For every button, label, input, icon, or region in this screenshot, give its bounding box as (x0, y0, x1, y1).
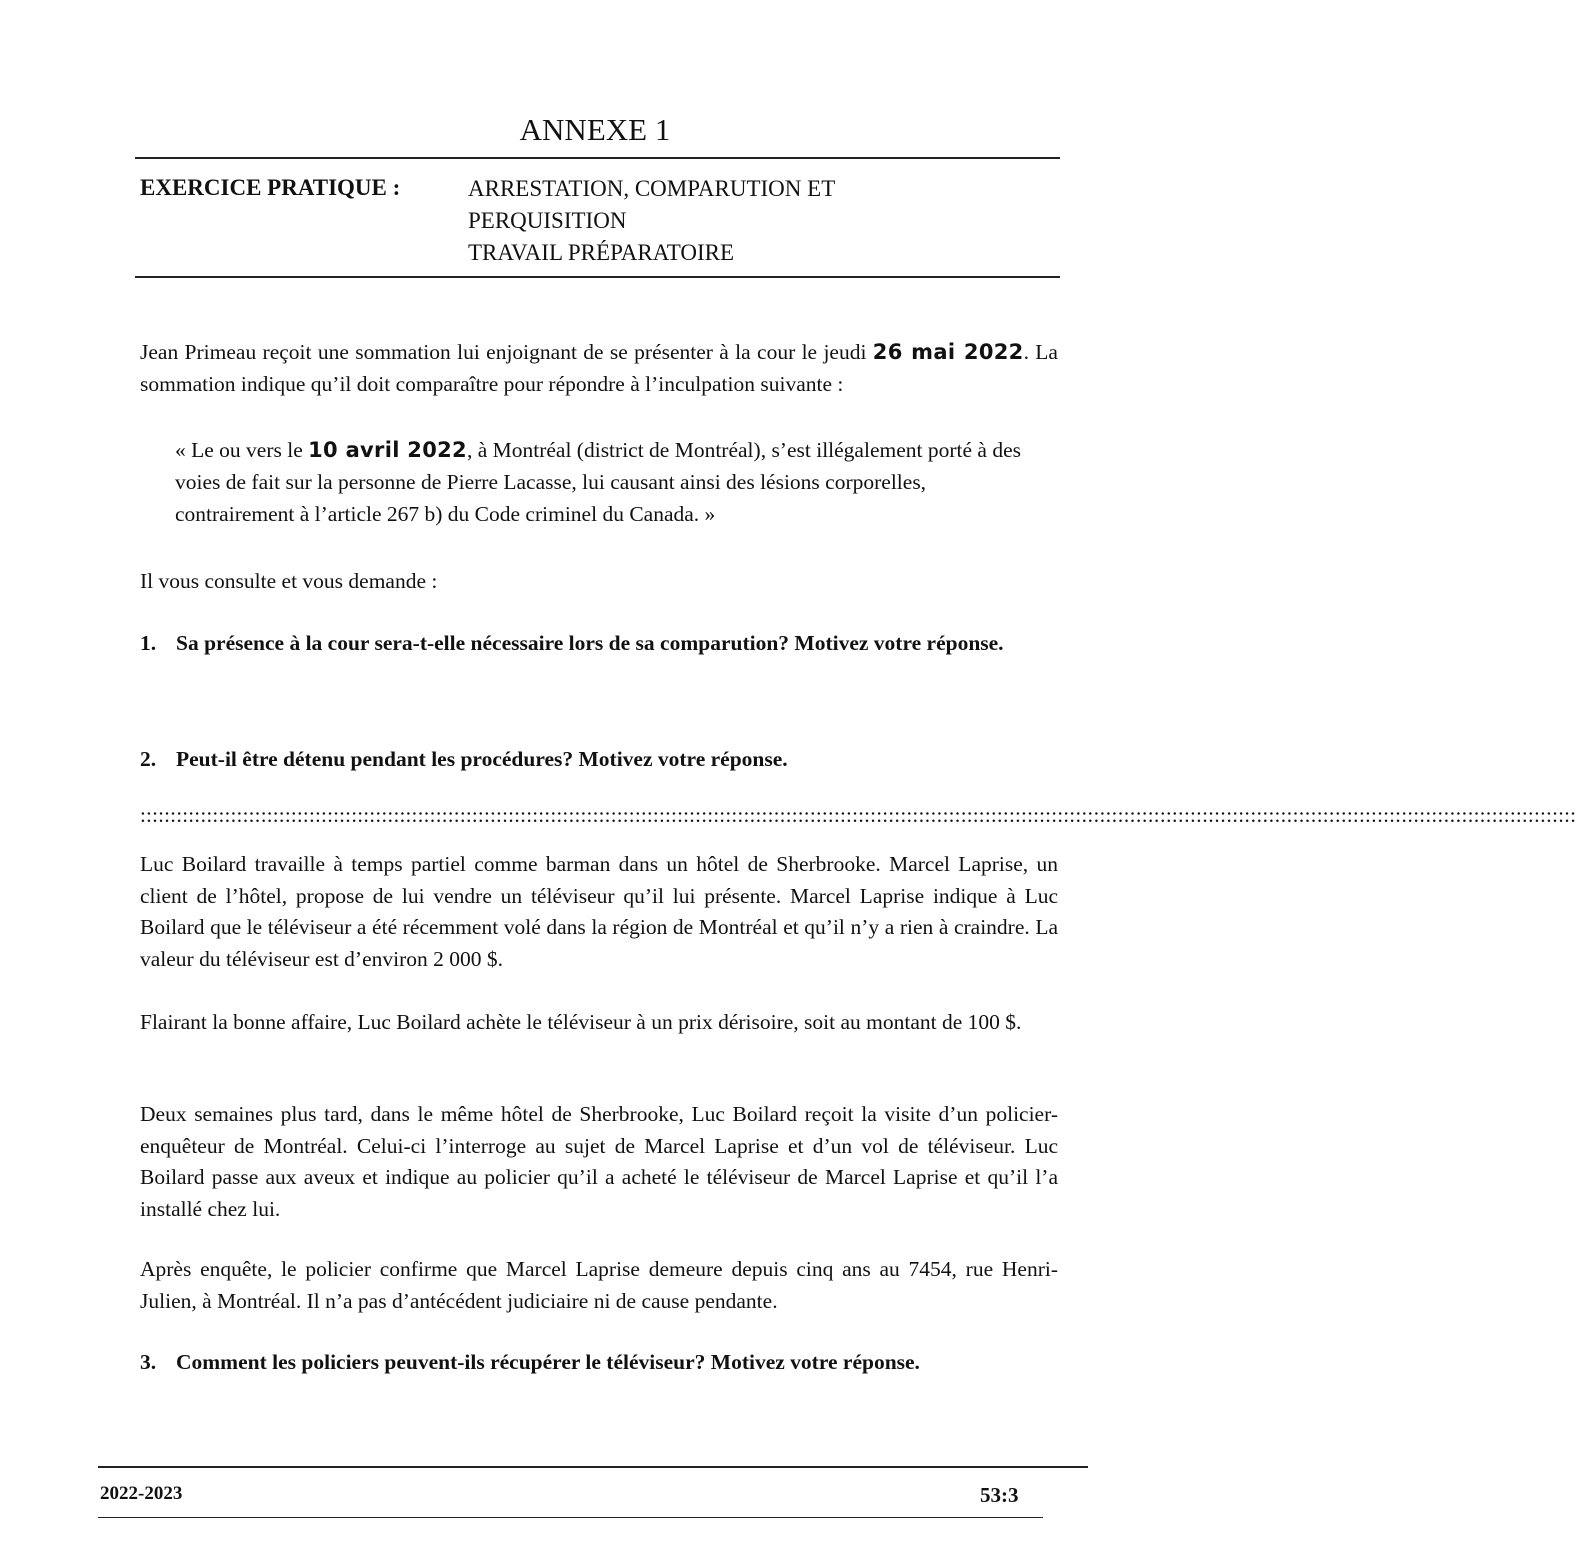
header-top-rule (135, 157, 1060, 159)
offence-date: 10 avril 2022 (308, 438, 467, 462)
question-3 (140, 1347, 1058, 1379)
question-text: Sa présence à la cour sera-t-elle nécessaire lors de sa comparution? Motivez votre réponse. (176, 631, 1004, 655)
intro-text: Jean Primeau reçoit une sommation lui enjoignant de se présenter à la cour le jeudi (140, 340, 873, 364)
question-number: 3. (140, 1350, 157, 1374)
question-1 (140, 628, 1058, 660)
footer-year: 2022-2023 (100, 1483, 183, 1504)
exercise-subject (468, 173, 835, 269)
footer-top-rule (98, 1466, 1088, 1468)
paragraph-3: Deux semaines plus tard, dans le même hôtel de Sherbrooke, Luc Boilard reçoit la visite d’un policier-enquêteur de Montréal. Celui-ci l’interroge au sujet de Marcel Laprise et d’un vol de téléviseur. Luc Boilard passe aux aveux et indique au policier qu’il a acheté le téléviseur de Marcel Laprise et qu’il l’a installé chez lui. (140, 1102, 1058, 1221)
paragraph-4: Après enquête, le policier confirme que Marcel Laprise demeure depuis cinq ans au 7454, rue Henri-Julien, à Montréal. Il n’a pas d’antécédent judiciaire ni de cause pendante. (140, 1257, 1058, 1313)
section-separator: :::::::::::::::::::::::::::::::::::::::::::::::::::::::::::::::::::::::::::::::::::::::::::::::::::::::::::::::::::::::::::::::::::::::::::::::::::::::::::::::::::::::::::::::::::::::::::::::::::::::::::::::::::::::::::::::::::::::::::::: (140, 803, 1576, 827)
paragraph-2: Flairant la bonne affaire, Luc Boilard achète le téléviseur à un prix dérisoire, soit au montant de 100 $. (140, 1010, 1022, 1034)
charge-quote (175, 434, 1025, 530)
header-bottom-rule (135, 276, 1060, 278)
exercise-label: EXERCICE PRATIQUE : (140, 175, 401, 200)
charge-text: , à Montréal (district de Montréal), s’est illégalement porté à des voies de fait sur la personne de Pierre Lacasse, lui causant ainsi des lésions corporelles, contrairement à l’article 267 b) du Code criminel du Canada. » (175, 438, 1021, 526)
question-number: 1. (140, 631, 157, 655)
consult-text: Il vous consulte et vous demande : (140, 569, 438, 593)
question-number: 2. (140, 747, 157, 771)
subject-line: TRAVAIL PRÉPARATOIRE (468, 240, 735, 265)
page-number: 53:3 (980, 1483, 1019, 1507)
intro-text: . La sommation indique qu’il doit comparaître pour répondre à l’inculpation suivante : (140, 340, 1058, 396)
question-text: Comment les policiers peuvent-ils récupérer le téléviseur? Motivez votre réponse. (176, 1350, 920, 1374)
subject-line: ARRESTATION, COMPARUTION ET (468, 176, 836, 201)
question-text: Peut-il être détenu pendant les procédures? Motivez votre réponse. (176, 747, 788, 771)
question-2 (140, 744, 1058, 776)
footer-bottom-rule (98, 1517, 1043, 1518)
intro-paragraph (140, 337, 1058, 400)
summons-date: 26 mai 2022 (872, 340, 1024, 364)
document-title: ANNEXE 1 (519, 112, 671, 147)
charge-text: « Le ou vers le (175, 438, 309, 462)
subject-line: PERQUISITION (468, 208, 627, 233)
paragraph-1: Luc Boilard travaille à temps partiel comme barman dans un hôtel de Sherbrooke. Marcel Laprise, un client de l’hôtel, propose de lui vendre un téléviseur qu’il lui présente. Marcel Laprise indique à Luc Boilard que le téléviseur a été récemment volé dans la région de Montréal et qu’il n’y a rien à craindre. La valeur du téléviseur est d’environ 2 000 $. (140, 852, 1058, 971)
